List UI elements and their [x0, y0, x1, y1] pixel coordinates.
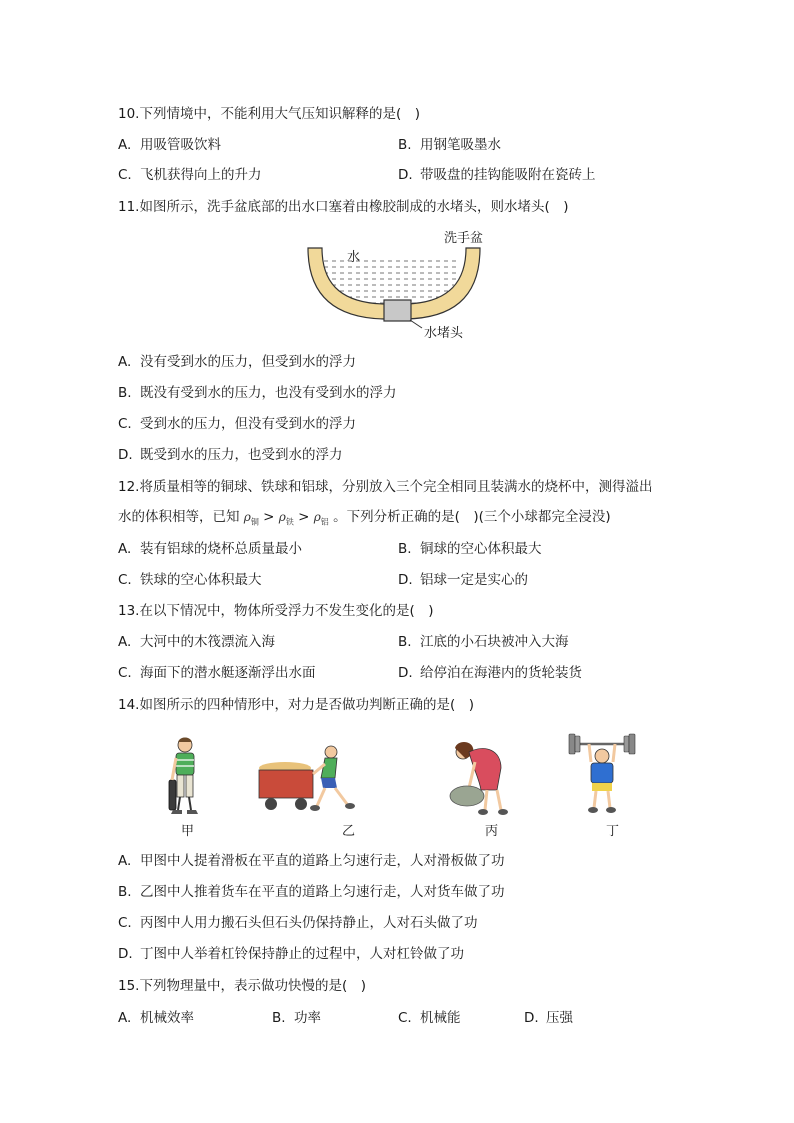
option-key: A. [118, 541, 132, 557]
q12-option-d[interactable] [398, 571, 528, 589]
figure-bing-person-lifting-stone [445, 738, 515, 818]
figure-ding-person-holding-barbell [567, 730, 637, 816]
figure-yi-person-pushing-cart [255, 744, 365, 818]
option-text: 机械能 [420, 1010, 461, 1026]
option-text: 乙图中人推着货车在平直的道路上匀速行走，人对货车做了功 [140, 884, 505, 900]
option-key: C. [118, 416, 132, 432]
option-text: 海面下的潜水艇逐渐浮出水面 [140, 665, 316, 681]
option-key: A. [118, 354, 132, 370]
stem-text: 。下列分析正确的是( )(三个小球都完全浸没) [333, 509, 611, 525]
q15-option-b[interactable] [272, 1009, 321, 1027]
option-key: A. [118, 1010, 132, 1026]
option-key: D. [398, 167, 413, 183]
option-key: C. [118, 572, 132, 588]
option-key: A. [118, 634, 132, 650]
gt-sign: > [298, 509, 310, 525]
option-text: 大河中的木筏漂流入海 [140, 634, 275, 650]
q13-option-a[interactable] [118, 633, 275, 651]
figure-label-water: 水 [347, 250, 361, 265]
option-key: B. [118, 884, 132, 900]
option-key: D. [118, 946, 133, 962]
option-text: 既没有受到水的压力，也没有受到水的浮力 [140, 385, 397, 401]
figure-label-bing: 丙 [485, 824, 499, 839]
option-key: D. [398, 665, 413, 681]
density-iron [278, 510, 294, 527]
option-text: 铜球的空心体积最大 [420, 541, 542, 557]
rho-symbol: ρ [278, 510, 286, 524]
option-text: 丁图中人举着杠铃保持静止的过程中，人对杠铃做了功 [140, 946, 464, 962]
subscript: 铁 [285, 517, 294, 527]
option-key: D. [398, 572, 413, 588]
option-key: D. [524, 1010, 539, 1026]
q10-option-a[interactable] [118, 136, 221, 154]
q11-option-b[interactable] [118, 384, 397, 402]
q15-option-c[interactable] [398, 1009, 461, 1027]
q13-option-d[interactable] [398, 664, 582, 682]
option-key: A. [118, 853, 132, 869]
q14-option-a[interactable] [118, 852, 505, 870]
option-key: D. [118, 447, 133, 463]
q11-option-c[interactable] [118, 415, 356, 433]
option-key: C. [118, 167, 132, 183]
question-14-stem: 14.如图所示的四种情形中，对力是否做功判断正确的是( ) [118, 697, 475, 713]
density-aluminium [313, 510, 329, 527]
option-key: B. [398, 634, 412, 650]
figure-label-jia: 甲 [181, 824, 195, 839]
q12-option-c[interactable] [118, 571, 262, 589]
q14-option-b[interactable] [118, 883, 505, 901]
figure-jia-person-carrying-skateboard [160, 736, 210, 818]
question-10-stem: 10.下列情境中，不能利用大气压知识解释的是( ) [118, 106, 421, 122]
option-text: 用钢笔吸墨水 [420, 137, 501, 153]
option-key: C. [118, 665, 132, 681]
option-key: C. [118, 915, 132, 931]
option-key: A. [118, 137, 132, 153]
option-text: 飞机获得向上的升力 [140, 167, 262, 183]
option-text: 功率 [294, 1010, 321, 1026]
option-key: C. [398, 1010, 412, 1026]
q15-option-a[interactable] [118, 1009, 194, 1027]
option-text: 机械效率 [140, 1010, 194, 1026]
option-text: 铝球一定是实心的 [420, 572, 528, 588]
subscript: 铝 [320, 517, 329, 527]
q11-option-d[interactable] [118, 446, 343, 464]
q12-option-b[interactable] [398, 540, 542, 558]
option-text: 丙图中人用力搬石头但石头仍保持静止，人对石头做了功 [140, 915, 478, 931]
option-text: 装有铝球的烧杯总质量最小 [140, 541, 302, 557]
washbasin-figure [300, 240, 490, 330]
q13-option-b[interactable] [398, 633, 569, 651]
rho-symbol: ρ [243, 510, 251, 524]
option-text: 受到水的压力，但没有受到水的浮力 [140, 416, 356, 432]
option-key: B. [118, 385, 132, 401]
q13-option-c[interactable] [118, 664, 316, 682]
option-text: 甲图中人提着滑板在平直的道路上匀速行走，人对滑板做了功 [140, 853, 505, 869]
option-text: 给停泊在海港内的货轮装货 [420, 665, 582, 681]
q15-option-d[interactable] [524, 1009, 573, 1027]
option-text: 带吸盘的挂钩能吸附在瓷砖上 [420, 167, 596, 183]
q12-option-a[interactable] [118, 540, 302, 558]
figure-label-ding: 丁 [606, 824, 620, 839]
option-text: 铁球的空心体积最大 [140, 572, 262, 588]
question-13-stem: 13.在以下情况中，物体所受浮力不发生变化的是( ) [118, 603, 434, 619]
question-12-stem-line2 [118, 508, 611, 531]
option-key: B. [398, 137, 412, 153]
subscript: 铜 [250, 517, 259, 527]
question-11-stem: 11.如图所示，洗手盆底部的出水口塞着由橡胶制成的水堵头，则水堵头( ) [118, 199, 569, 215]
gt-sign: > [263, 509, 275, 525]
figure-label-plug: 水堵头 [424, 326, 464, 341]
option-text: 既受到水的压力，也受到水的浮力 [140, 447, 343, 463]
question-15-stem: 15.下列物理量中，表示做功快慢的是( ) [118, 978, 367, 994]
q14-option-d[interactable] [118, 945, 464, 963]
density-copper [243, 510, 259, 527]
rho-symbol: ρ [313, 510, 321, 524]
option-text: 没有受到水的压力，但受到水的浮力 [140, 354, 356, 370]
figure-label-basin: 洗手盆 [444, 231, 484, 246]
option-key: B. [272, 1010, 286, 1026]
figure-label-yi: 乙 [342, 824, 356, 839]
q10-option-b[interactable] [398, 136, 501, 154]
q10-option-d[interactable] [398, 166, 596, 184]
q14-option-c[interactable] [118, 914, 478, 932]
q11-option-a[interactable] [118, 353, 356, 371]
question-12-stem-line1: 12.将质量相等的铜球、铁球和铝球，分别放入三个完全相同且装满水的烧杯中，测得溢出 [118, 479, 653, 495]
stem-text: 水的体积相等，已知 [118, 509, 240, 525]
q10-option-c[interactable] [118, 166, 262, 184]
option-text: 用吸管吸饮料 [140, 137, 221, 153]
option-key: B. [398, 541, 412, 557]
option-text: 压强 [546, 1010, 573, 1026]
option-text: 江底的小石块被冲入大海 [420, 634, 569, 650]
